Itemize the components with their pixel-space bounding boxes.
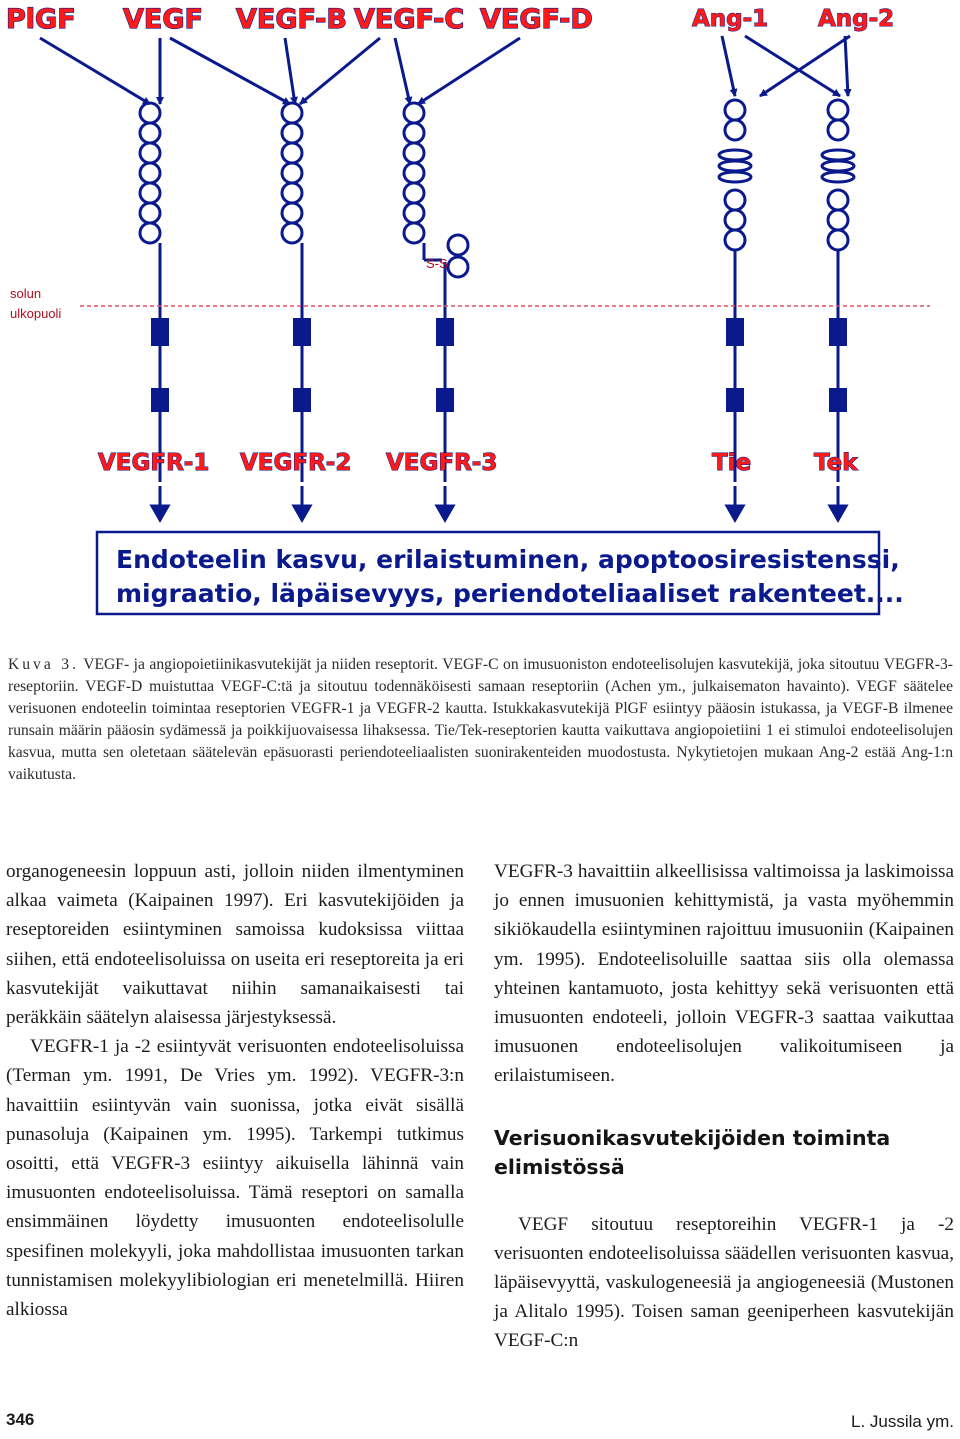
receptor-label-tie: Tie	[712, 450, 752, 476]
receptor-vegfr-1	[140, 103, 169, 482]
receptor-label-tek: Tek	[814, 450, 858, 476]
author-footer: L. Jussila ym.	[851, 1412, 954, 1431]
receptor-figure	[0, 0, 960, 630]
ligand-label-vegf-b: VEGF-B	[236, 4, 347, 35]
left-column	[6, 857, 464, 1324]
caption-prefix: Kuva 3.	[8, 656, 79, 673]
ligand-label-vegf-c: VEGF-C	[354, 4, 465, 35]
left-paragraph-2: VEGFR-1 ja -2 esiintyvät verisuonten endoteelisoluissa (Terman ym. 1991, De Vries ym. 1992). VEGFR-3:n havaittiin esiintyvän vain suonissa, jotka eivät sisällä punasoluja (Kaipainen ym. 1995). Tarkempi tutkimus osoitti, että VEGFR-3 esiintyy aikuisella lähinnä vain imusuonten endoteelisoluissa. Tämä reseptori on samalla ensimmäinen löydetty imusuonten endoteelisolulle spesifinen molekyyli, joka mahdollistaa imusuonten tarkan tunnistamisen molekyylibiologian eri menetelmillä. Hiiren alkiossa	[6, 1036, 464, 1321]
right-paragraph-2: VEGF sitoutuu reseptoreihin VEGFR-1 ja -2 verisuonten endoteelisoluissa säädellen verisuonten kasvua, läpäisevyyttä, vaskulogeneesiä ja angiogeneesiä (Mustonen ja Alitalo 1995). Toisen saman geeniperheen kasvutekijän VEGF-C:n	[494, 1213, 954, 1352]
receptor-tie	[719, 100, 751, 482]
page-number: 346	[6, 1410, 35, 1429]
caption-text: VEGF- ja angiopoietiinikasvutekijät ja niiden reseptorit. VEGF-C on imusuoniston endoteelisolujen kasvutekijä, joka sitoutuu VEGFR-3-reseptoriin. VEGF-D muistuttaa VEGF-C:tä ja sitoutuu todennäköisesti samaan reseptoriin (Achen ym., julkaisematon havainto). VEGF säätelee verisuonen endoteelin toimintaa reseptorien VEGFR-1 ja VEGFR-2 kautta. Istukkakasvutekijä PlGF esiintyy pääosin istukassa, ja VEGF-B ilmenee runsain määrin pääosin sydämessä ja poikkijuovaisessa lihaksessa. Tie/Tek-reseptorien kautta vaikuttava angiopoietiini 1 ei stimuloi endoteelisolujen kasvua, mutta sen oletetaan säätelevän epäsuorasti periendoteeliaalisten suonirakenteiden muodostusta. Nykytietojen mukaan Ang-2 estää Ang-1:n vaikutusta.	[8, 656, 954, 783]
ligand-label-vegf-d: VEGF-D	[480, 4, 593, 35]
disulfide-label: S-S	[426, 256, 448, 271]
right-paragraph-1: VEGFR-3 havaittiin alkeellisissa valtimoissa ja laskimoissa jo ennen imusuonien kehittymistä, ja vasta myöhemmin sikiökaudella esiintyminen rajoittuu imusuoniin (Kaipainen ym. 1995). Endoteelisoluille saattaa siis olla olemassa yhteinen kantamuoto, josta kehittyy sekä verisuonten että imusuonten endoteeli, jolloin VEGFR-3 saattaa vaikuttaa imusuonen endoteelisolujen valikoitumiseen ja erilaistumiseen.	[494, 861, 954, 1087]
receptor-label-vegfr-3: VEGFR-3	[386, 450, 498, 476]
figure-caption	[8, 654, 953, 786]
outcome-text-line-1: Endoteelin kasvu, erilaistuminen, apoptoosiresistenssi,	[116, 545, 900, 574]
receptor-diagram	[0, 0, 960, 630]
ligand-arrows	[40, 36, 850, 104]
outcome-text-line-2: migraatio, läpäisevyys, periendoteliaaliset rakenteet....	[116, 579, 904, 608]
receptor-vegfr-2	[282, 103, 311, 482]
receptor-tek	[822, 100, 854, 482]
outcome-arrows	[152, 486, 846, 520]
receptor-label-vegfr-2: VEGFR-2	[240, 450, 352, 476]
membrane-label-1: solun	[10, 286, 42, 301]
ligand-label-ang-2: Ang-2	[818, 6, 895, 32]
left-paragraph-1: organogeneesin loppuun asti, jolloin niiden ilmentyminen alkaa vaimeta (Kaipainen 1997). Eri kasvutekijöiden ja reseptoreiden esiintyminen samoissa kudoksissa viittaa siihen, että endoteelisoluissa on useita eri reseptoreita ja eri kasvutekijät vaikuttavat niihin samanaikaisesti tai peräkkäin säätelyn alaisessa järjestyksessä.	[6, 861, 464, 1029]
receptor-label-vegfr-1: VEGFR-1	[98, 450, 210, 476]
ligand-label-vegf: VEGF	[123, 4, 203, 35]
ligand-label-ang-1: Ang-1	[692, 6, 769, 32]
membrane-label-2: ulkopuoli	[10, 306, 62, 321]
right-column	[494, 857, 954, 1356]
ligand-label-plgf: PlGF	[6, 4, 76, 35]
receptor-vegfr-3	[404, 103, 468, 482]
section-heading: Verisuonikasvutekijöiden toiminta elimistössä	[494, 1125, 891, 1179]
